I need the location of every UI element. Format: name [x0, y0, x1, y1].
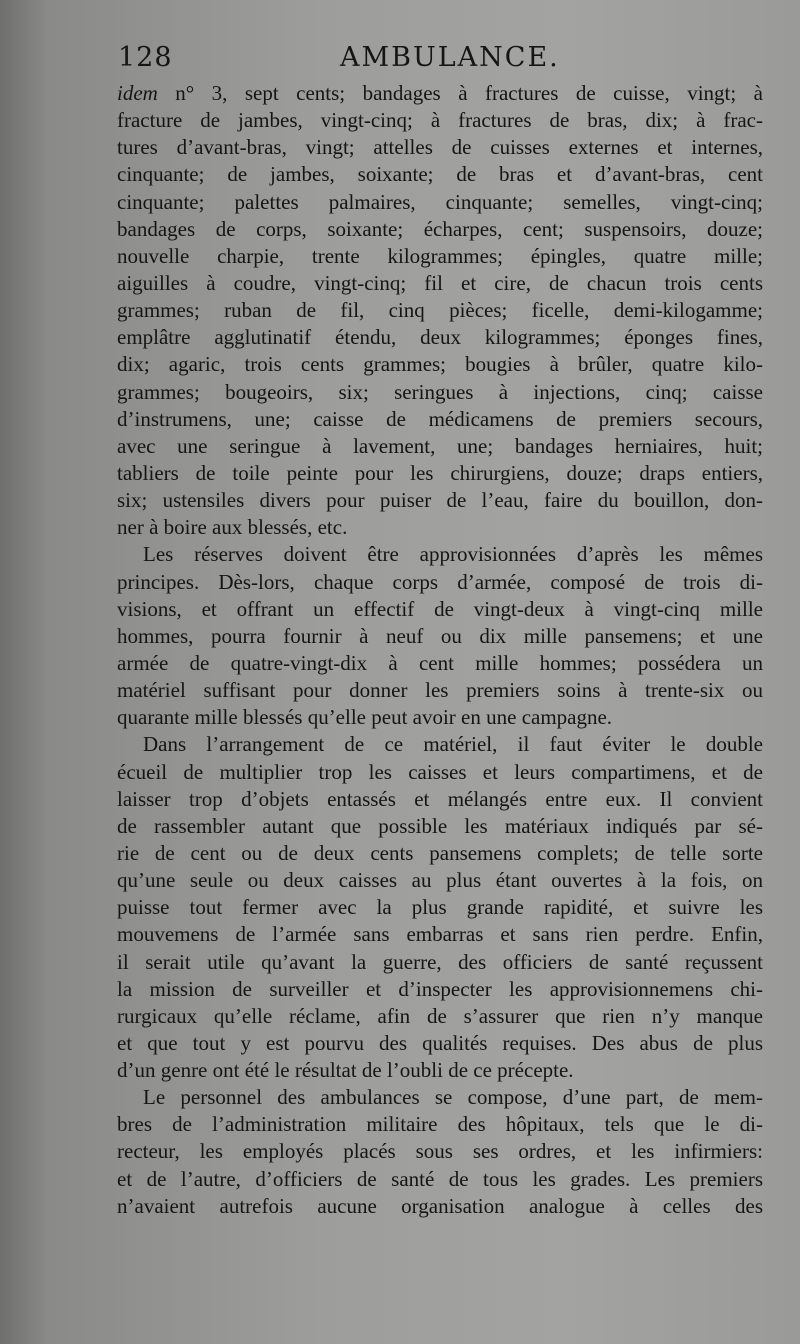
body-text [117, 80, 763, 1220]
line-text: bres de l’administration militaire des hôpitaux, tels que le di- [117, 1112, 763, 1137]
line-text: qu’une seule ou deux caisses au plus étant ouvertes à la fois, on [117, 868, 763, 893]
line-text: d’un genre ont été le résultat de l’oubli de ce précepte. [117, 1058, 574, 1083]
text-line [117, 1057, 763, 1084]
text-line [117, 894, 763, 921]
line-text: matériel suffisant pour donner les premiers soins à trente-six ou [117, 678, 763, 703]
text-line [117, 189, 763, 216]
italic-word: idem [117, 81, 158, 105]
line-text: rurgicaux qu’elle réclame, afin de s’assurer que rien n’y manque [117, 1003, 763, 1028]
line-text: et de l’autre, d’officiers de santé de tous les grades. Les premiers [117, 1166, 763, 1191]
text-line [117, 1030, 763, 1057]
text-line [117, 596, 763, 623]
text-line [117, 677, 763, 704]
line-text: n° 3, sept cents; bandages à fractures de cuisse, vingt; à [157, 81, 763, 105]
text-line [117, 433, 763, 460]
page-number: 128 [118, 42, 173, 73]
text-line [117, 270, 763, 297]
line-text: ner à boire aux blessés, etc. [117, 515, 348, 540]
line-text: emplâtre agglutinatif étendu, deux kilogrammes; éponges fines, [117, 325, 763, 350]
line-text: d’instrumens, une; caisse de médicamens de premiers secours, [117, 406, 763, 431]
line-text: grammes; ruban de fil, cinq pièces; ficelle, demi-kilogamme; [117, 298, 763, 323]
line-text: tabliers de toile peinte pour les chirurgiens, douze; draps entiers, [117, 460, 763, 485]
text-line [117, 921, 763, 948]
text-line [117, 650, 763, 677]
text-line [117, 1111, 763, 1138]
line-text: puisse tout fermer avec la plus grande rapidité, et suivre les [117, 895, 763, 920]
text-line [117, 460, 763, 487]
text-line [117, 487, 763, 514]
line-text: cinquante; palettes palmaires, cinquante; semelles, vingt-cinq; [117, 189, 763, 214]
text-line [117, 623, 763, 650]
text-line [117, 216, 763, 243]
text-line [117, 406, 763, 433]
text-line [117, 161, 763, 188]
line-text: Le personnel des ambulances se compose, d’une part, de mem- [143, 1085, 763, 1110]
text-line [117, 351, 763, 378]
text-line [117, 813, 763, 840]
line-text: dix; agaric, trois cents grammes; bougies à brûler, quatre kilo- [117, 352, 763, 377]
text-line [117, 976, 763, 1003]
text-line [117, 1003, 763, 1030]
line-text: Les réserves doivent être approvisionnées d’après les mêmes [143, 542, 763, 567]
page-header [118, 42, 760, 78]
line-text: tures d’avant-bras, vingt; attelles de cuisses externes et internes, [117, 135, 763, 160]
text-line [117, 1138, 763, 1165]
text-line [117, 867, 763, 894]
line-text: de rassembler autant que possible les matériaux indiqués par sé- [117, 813, 763, 838]
text-line [117, 569, 763, 596]
line-text: nouvelle charpie, trente kilogrammes; épingles, quatre mille; [117, 243, 763, 268]
text-line [117, 1166, 763, 1193]
text-line [117, 786, 763, 813]
line-text: six; ustensiles divers pour puiser de l’eau, faire du bouillon, don- [117, 488, 763, 513]
line-text: et que tout y est pourvu des qualités requises. Des abus de plus [117, 1030, 763, 1055]
line-text: fracture de jambes, vingt-cinq; à fractures de bras, dix; à frac- [117, 108, 763, 133]
text-line [117, 324, 763, 351]
line-text: il serait utile qu’avant la guerre, des officiers de santé reçussent [117, 949, 763, 974]
line-text: Dans l’arrangement de ce matériel, il faut éviter le double [143, 732, 763, 757]
text-line [117, 107, 763, 134]
line-text: cinquante; de jambes, soixante; de bras et d’avant-bras, cent [117, 162, 763, 187]
line-text: principes. Dès-lors, chaque corps d’armée, composé de trois di- [117, 569, 763, 594]
text-line [117, 134, 763, 161]
line-text: bandages de corps, soixante; écharpes, cent; suspensoirs, douze; [117, 216, 763, 241]
line-text: visions, et offrant un effectif de vingt-deux à vingt-cinq mille [117, 596, 763, 621]
text-line [117, 731, 763, 758]
line-text: n’avaient autrefois aucune organisation analogue à celles des [117, 1193, 763, 1218]
line-text: grammes; bougeoirs, six; seringues à injections, cinq; caisse [117, 379, 763, 404]
line-text: hommes, pourra fournir à neuf ou dix mille pansemens; et une [117, 623, 763, 648]
text-line [117, 80, 763, 107]
text-line [117, 514, 763, 541]
line-text: la mission de surveiller et d’inspecter les approvisionnemens chi- [117, 976, 763, 1001]
text-line [117, 243, 763, 270]
text-line [117, 949, 763, 976]
line-text: recteur, les employés placés sous ses ordres, et les infirmiers: [117, 1139, 763, 1164]
text-line [117, 379, 763, 406]
line-text: aiguilles à coudre, vingt-cinq; fil et cire, de chacun trois cents [117, 270, 763, 295]
text-line [117, 297, 763, 324]
line-text: armée de quatre-vingt-dix à cent mille hommes; possédera un [117, 650, 763, 675]
text-line [117, 704, 763, 731]
line-text: laisser trop d’objets entassés et mélangés entre eux. Il convient [117, 786, 763, 811]
line-text: avec une seringue à lavement, une; bandages herniaires, huit; [117, 433, 763, 458]
text-line [117, 1193, 763, 1220]
running-title: AMBULANCE. [340, 42, 560, 73]
line-text: quarante mille blessés qu’elle peut avoir en une campagne. [117, 705, 613, 730]
line-text: rie de cent ou de deux cents pansemens complets; de telle sorte [117, 840, 763, 865]
text-line [117, 541, 763, 568]
text-line [117, 1084, 763, 1111]
text-line [117, 840, 763, 867]
text-line [117, 759, 763, 786]
line-text: écueil de multiplier trop les caisses et leurs compartimens, et de [117, 759, 763, 784]
line-text: mouvemens de l’armée sans embarras et sans rien perdre. Enfin, [117, 922, 763, 947]
